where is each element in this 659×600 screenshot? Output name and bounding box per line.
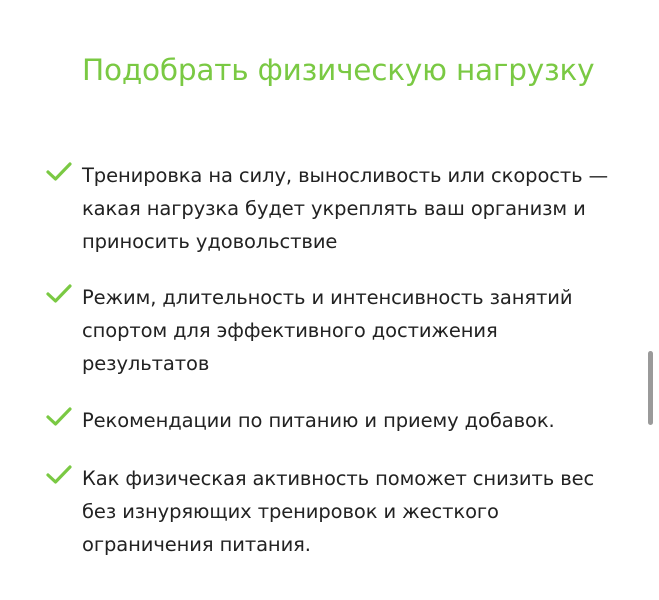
section-title: Подобрать физическую нагрузку — [82, 53, 595, 87]
feature-text: Рекомендации по питанию и приему добавок. — [82, 409, 555, 432]
checkmark-icon — [46, 407, 72, 427]
feature-text: Режим, длительность и интенсивность занятий спортом для эффективного достижения результатов — [82, 286, 573, 375]
feature-text: Тренировка на силу, выносливость или скорость — какая нагрузка будет укреплять ваш организм и приносить удовольствие — [82, 164, 609, 253]
checkmark-icon — [46, 284, 72, 304]
checkmark-icon — [46, 465, 72, 485]
scrollbar-thumb[interactable] — [648, 351, 653, 425]
feature-text: Как физическая активность поможет снизить вес без изнуряющих тренировок и жесткого ограничения питания. — [82, 467, 595, 556]
checkmark-icon — [46, 162, 72, 182]
